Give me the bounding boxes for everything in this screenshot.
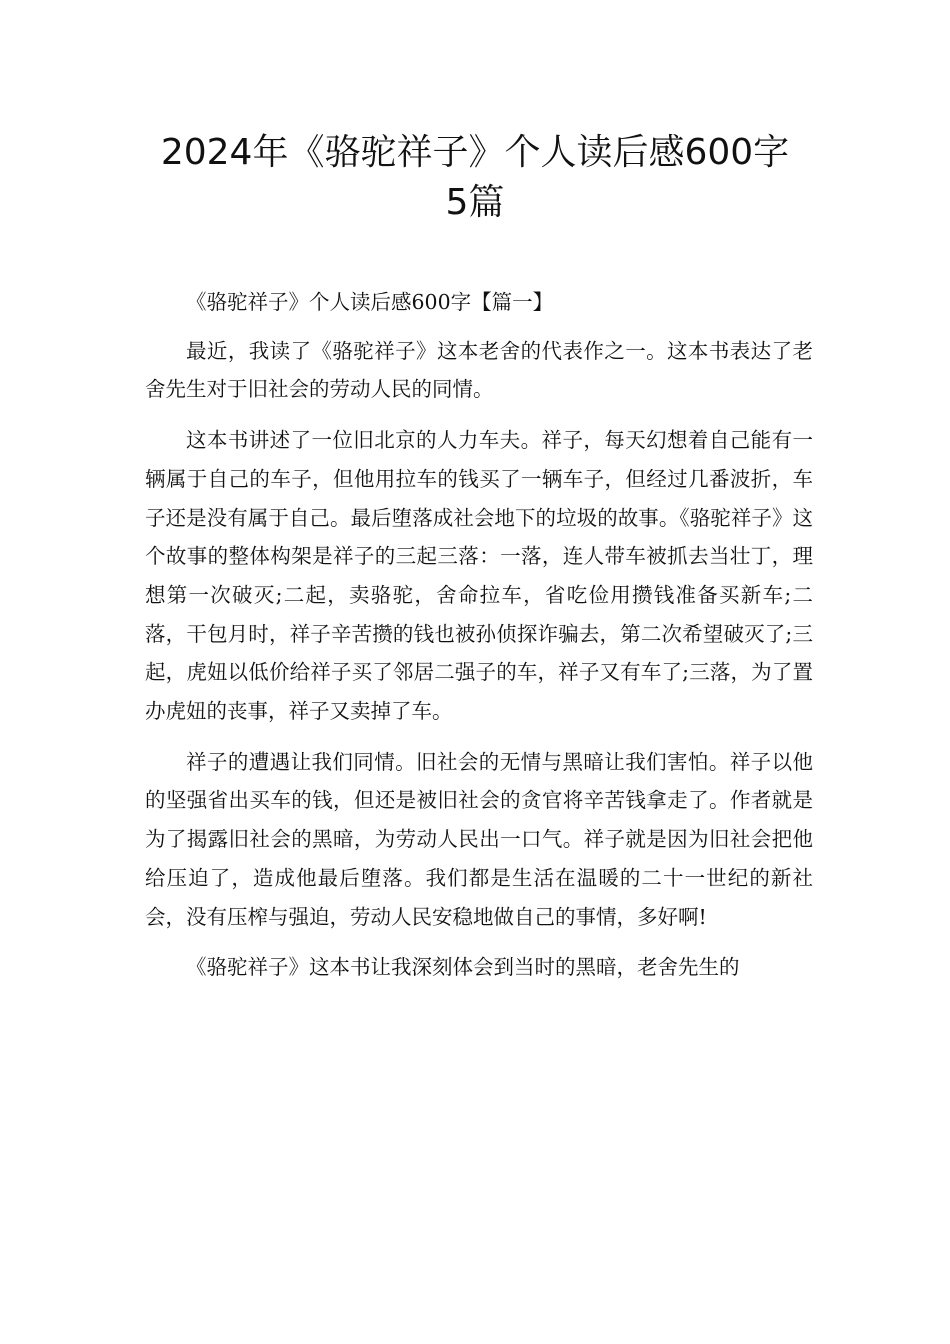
document-body <box>145 283 813 999</box>
paragraph-2: 这本书讲述了一位旧北京的人力车夫。祥子，每天幻想着自己能有一辆属于自己的车子，但他用拉车的钱买了一辆车子，但经过几番波折，车子还是没有属于自己。最后堕落成社会地下的垃圾的故事。《骆驼祥子》这个故事的整体构架是祥子的三起三落：一落，连人带车被抓去当壮丁，理想第一次破灭;二起，卖骆驼，舍命拉车，省吃俭用攒钱准备买新车;二落，干包月时，祥子辛苦攒的钱也被孙侦探诈骗去，第二次希望破灭了;三起，虎妞以低价给祥子买了邻居二强子的车，祥子又有车了;三落，为了置办虎妞的丧事，祥子又卖掉了车。 <box>145 428 813 724</box>
title-line-2: 5篇 <box>445 182 505 223</box>
paragraph-3: 祥子的遭遇让我们同情。旧社会的无情与黑暗让我们害怕。祥子以他的坚强省出买车的钱，但还是被旧社会的贪官将辛苦钱拿走了。作者就是为了揭露旧社会的黑暗，为劳动人民出一口气。祥子就是因为旧社会把他给压迫了，造成他最后堕落。我们都是生活在温暖的二十一世纪的新社会，没有压榨与强迫，劳动人民安稳地做自己的事情，多好啊! <box>145 749 813 929</box>
document-title <box>120 128 830 228</box>
paragraph-4: 《骆驼祥子》这本书让我深刻体会到当时的黑暗，老舍先生的 <box>186 955 740 980</box>
title-line-1: 2024年《骆驼祥子》个人读后感600字 <box>160 132 790 173</box>
section-heading: 《骆驼祥子》个人读后感600字【篇一】 <box>186 290 554 314</box>
paragraph-1: 最近，我读了《骆驼祥子》这本老舍的代表作之一。这本书表达了老舍先生对于旧社会的劳动人民的同情。 <box>145 338 813 402</box>
